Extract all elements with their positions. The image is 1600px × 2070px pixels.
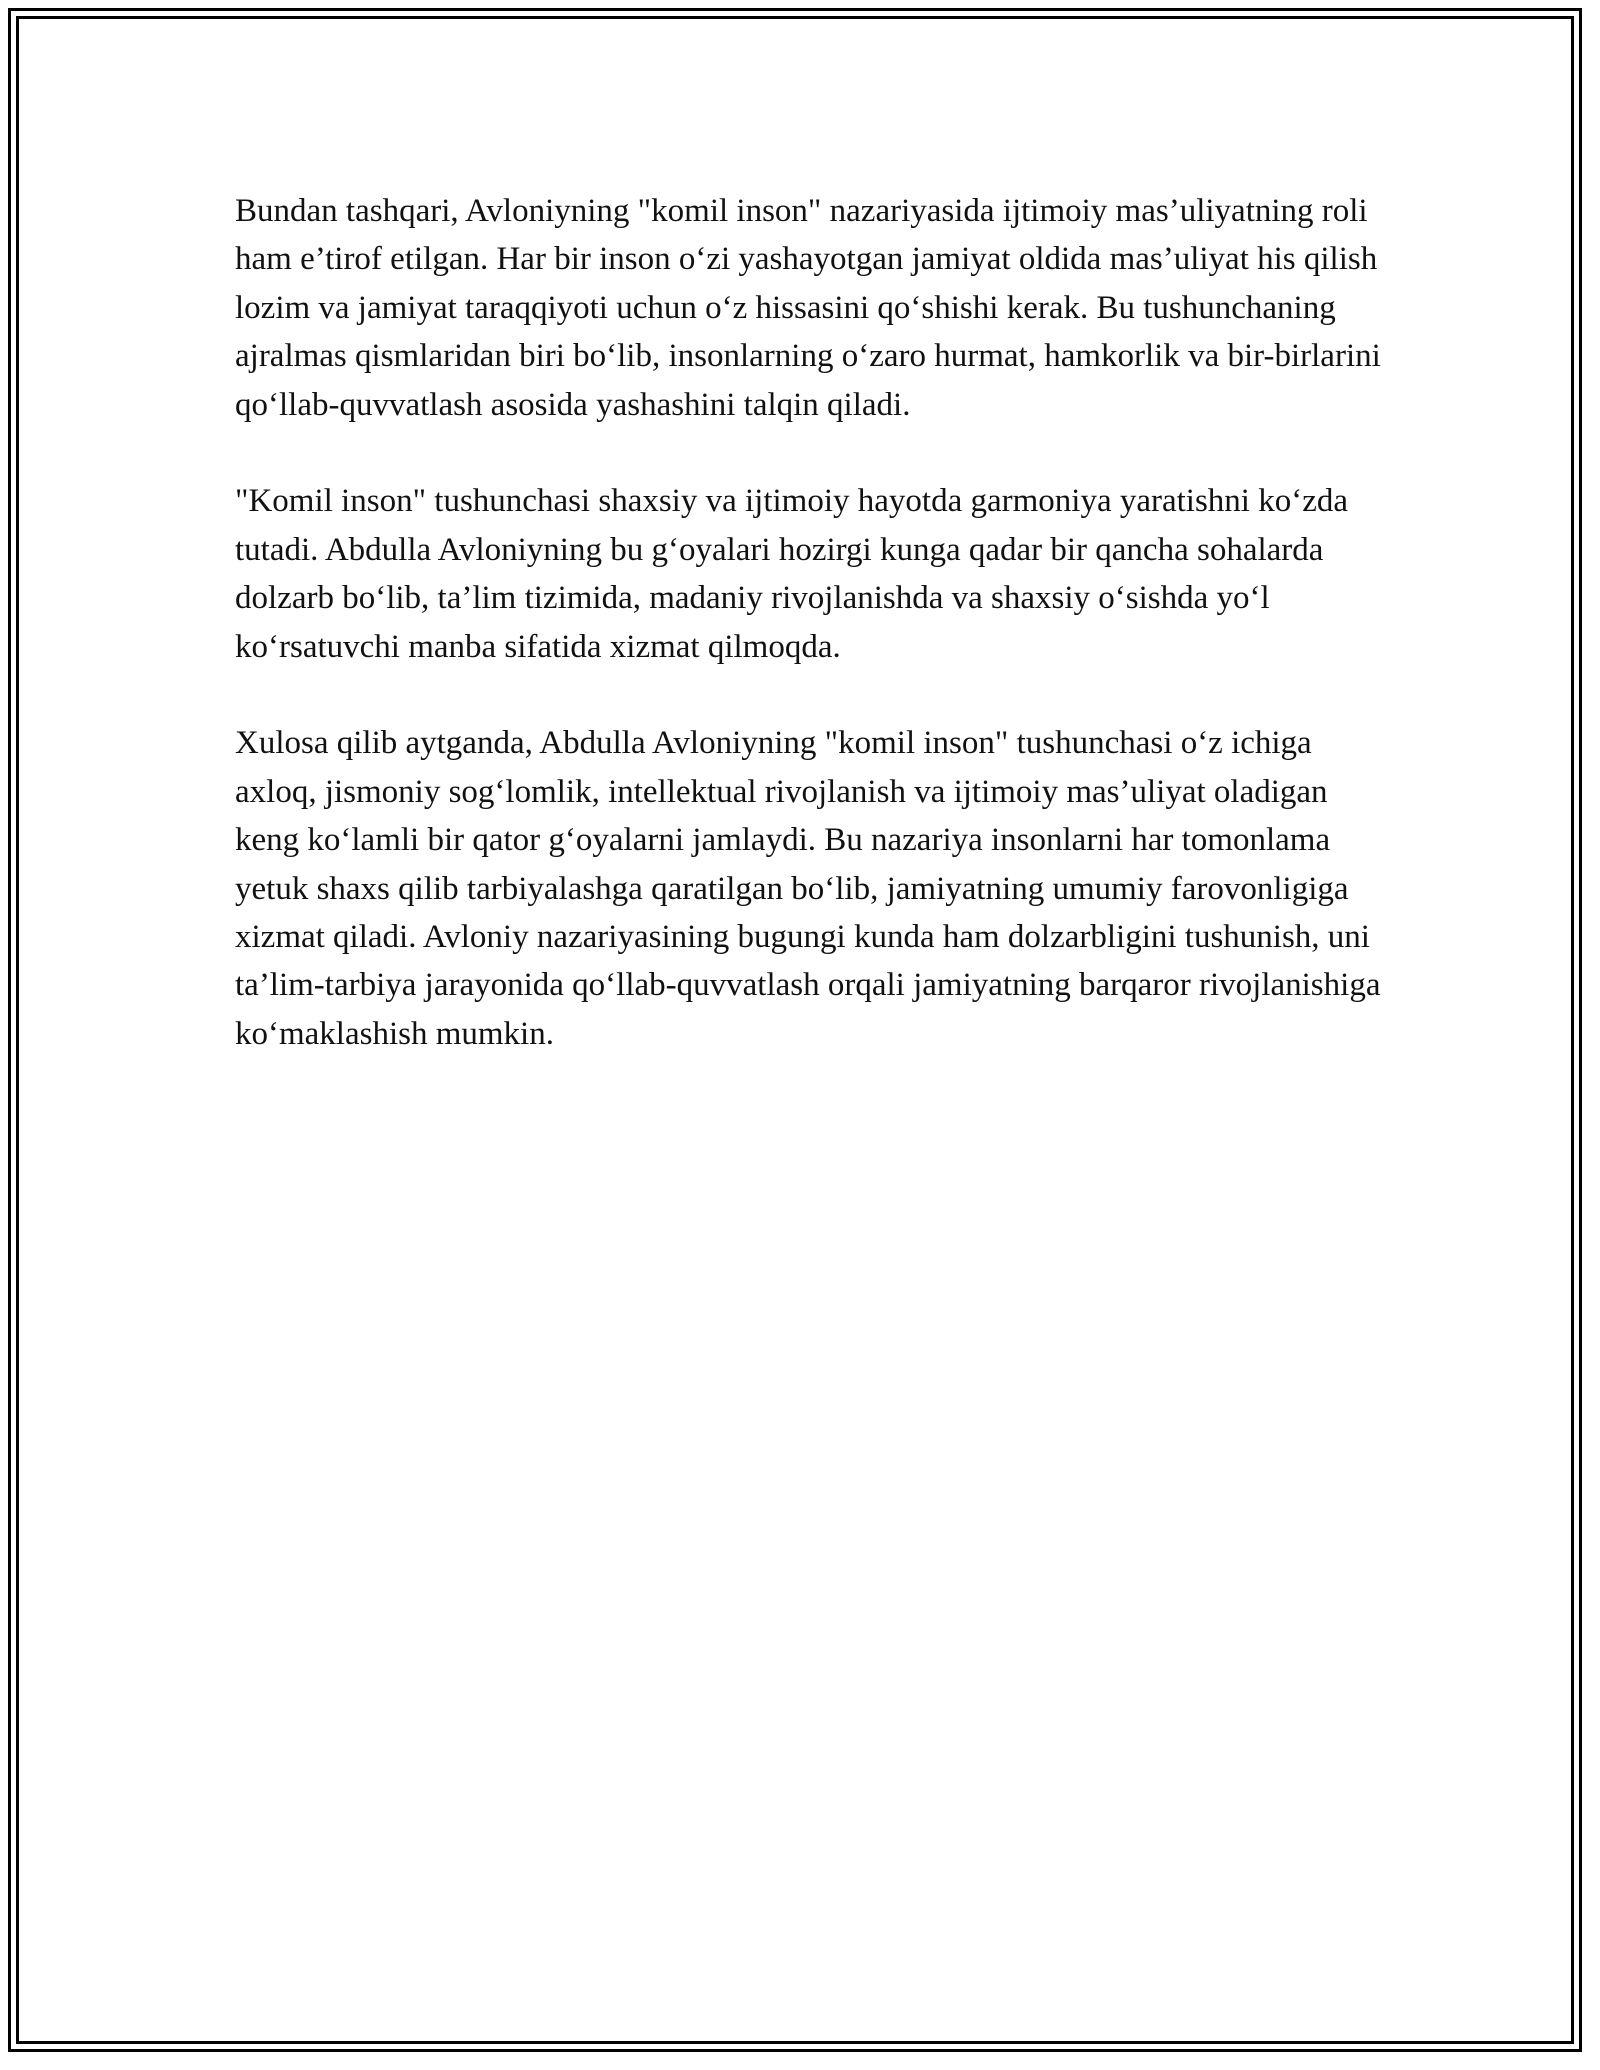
paragraph-social-responsibility: Bundan tashqari, Avloniyning "komil inson" nazariyasida ijtimoiy mas’uliyatning roli ham e’tirof etilgan. Har bir inson o‘zi yashayotgan jamiyat oldida mas’uliyat his qilish lozim va jamiyat taraqqiyoti uchun o‘z hissasini qo‘shishi kerak. Bu tushunchaning ajralmas qismlaridan biri bo‘lib, insonlarning o‘zaro hurmat, hamkorlik va bir-birlarini qo‘llab-quvvatlash asosida yashashini talqin qiladi.: [235, 193, 1381, 423]
paragraph-conclusion: Xulosa qilib aytganda, Abdulla Avloniyning "komil inson" tushunchasi o‘z ichiga axloq, jismoniy sog‘lomlik, intellektual rivojlanish va ijtimoiy mas’uliyat oladigan keng ko‘lamli bir qator g‘oyalarni jamlaydi. Bu nazariya insonlarni har tomonlama yetuk shaxs qilib tarbiyalashga qaratilgan bo‘lib, jamiyatning umumiy farovonligiga xizmat qiladi. Avloniy nazariyasining bugungi kunda ham dolzarbligini tushunish, uni ta’lim-tarbiya jarayonida qo‘llab-quvvatlash orqali jamiyatning barqaror rivojlanishiga ko‘maklashish mumkin.: [235, 725, 1381, 1052]
document-body: [235, 187, 1385, 1107]
paragraph-harmony: "Komil inson" tushunchasi shaxsiy va ijtimoiy hayotda garmoniya yaratishni ko‘zda tutadi. Abdulla Avloniyning bu g‘oyalari hozirgi kunga qadar bir qancha sohalarda dolzarb bo‘lib, ta’lim tizimida, madaniy rivojlanishda va shaxsiy o‘sishda yo‘l ko‘rsatuvchi manba sifatida xizmat qilmoqda.: [235, 483, 1349, 665]
